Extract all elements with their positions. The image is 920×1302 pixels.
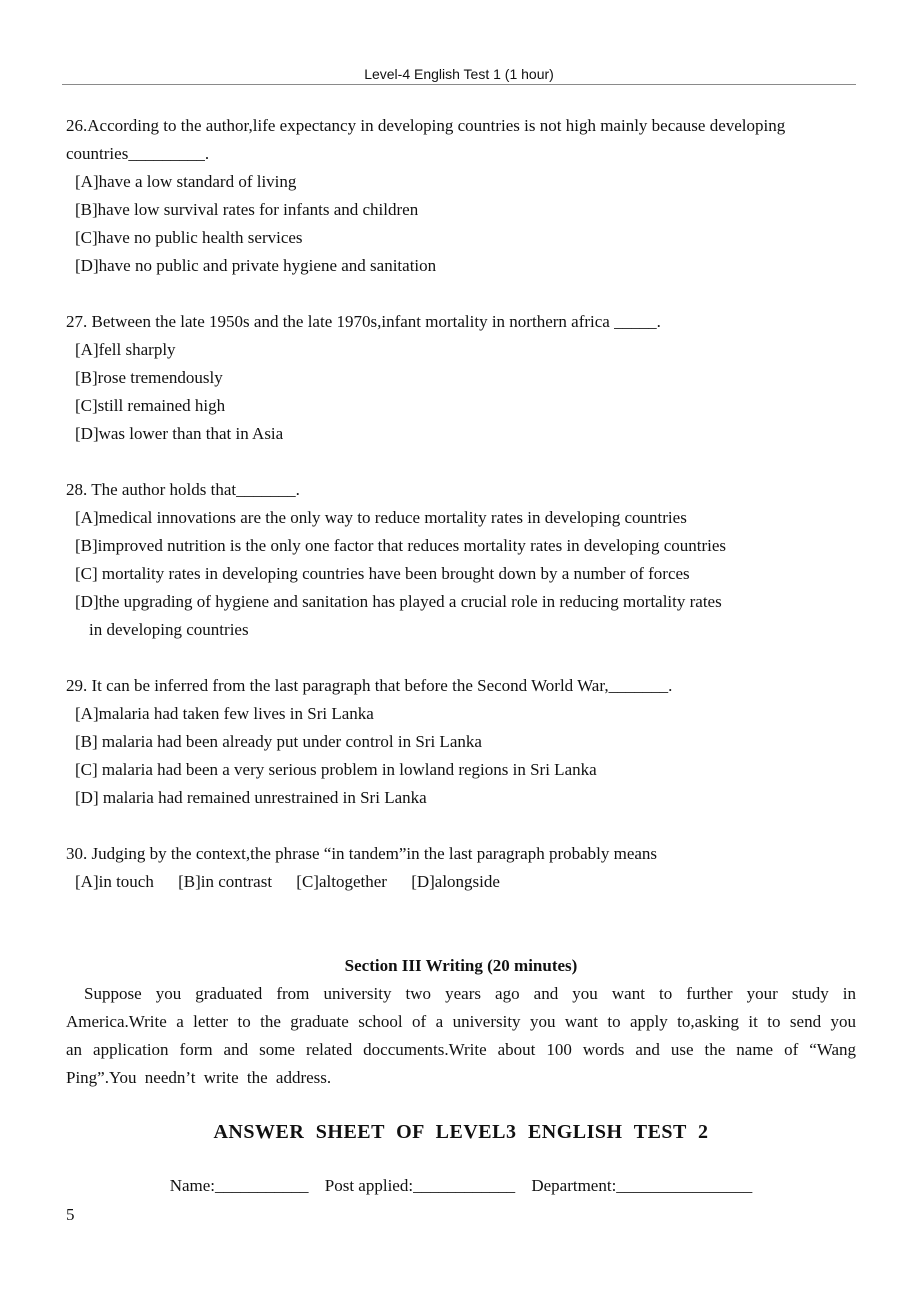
option-a: [A]have a low standard of living — [75, 172, 297, 191]
question-stem: 28. The author holds that_______. — [66, 480, 300, 499]
question-26 — [66, 112, 856, 280]
post-applied-field: Post applied:____________ — [324, 1176, 516, 1195]
writing-prompt: Suppose you graduated from university two years ago and you want to further your study in America.Write a letter to the graduate school of a university you want to apply to,asking it to send you an application form and some related doccuments.Write about 100 words and use the name of “Wang Ping”.You needn’t write the address. — [66, 984, 856, 1087]
spacer — [66, 812, 856, 840]
page-header — [62, 64, 856, 85]
question-29 — [66, 672, 856, 812]
option-d: [D] malaria had remained unrestrained in Sri Lanka — [75, 788, 427, 807]
question-stem: 27. Between the late 1950s and the late 1970s,infant mortality in northern africa _____. — [66, 312, 661, 331]
option-c: [C] malaria had been a very serious problem in lowland regions in Sri Lanka — [75, 760, 597, 779]
spacer — [66, 448, 856, 476]
answer-sheet-title: ANSWER SHEET OF LEVEL3 ENGLISH TEST 2 — [213, 1121, 709, 1143]
option-d: [D]have no public and private hygiene and sanitation — [75, 256, 437, 275]
page-number: 5 — [66, 1205, 75, 1224]
question-stem: 30. Judging by the context,the phrase “in tandem”in the last paragraph probably means — [66, 844, 658, 863]
name-field: Name:___________ — [169, 1176, 309, 1195]
option-b: [B]improved nutrition is the only one factor that reduces mortality rates in developing countries — [75, 536, 727, 555]
option-a: [A]malaria had taken few lives in Sri Lanka — [75, 704, 374, 723]
inline-options — [66, 868, 856, 896]
header-title: Level-4 English Test 1 (1 hour) — [364, 66, 554, 82]
question-stem: 29. It can be inferred from the last paragraph that before the Second World War,_______. — [66, 676, 673, 695]
option-c: [C]altogether — [296, 872, 387, 891]
section-title: Section III Writing (20 minutes) — [344, 956, 578, 975]
option-b: [B]have low survival rates for infants and children — [75, 200, 419, 219]
option-b: [B]rose tremendously — [75, 368, 223, 387]
option-d: [D]the upgrading of hygiene and sanitation has played a crucial role in reducing mortality rates — [75, 592, 722, 611]
spacer — [66, 644, 856, 672]
option-c: [C]still remained high — [75, 396, 226, 415]
option-b: [B] malaria had been already put under control in Sri Lanka — [75, 732, 482, 751]
page-content — [66, 112, 856, 1200]
answer-sheet-fields — [66, 1172, 856, 1200]
option-a: [A]fell sharply — [75, 340, 176, 359]
option-a: [A]medical innovations are the only way to reduce mortality rates in developing countries — [75, 508, 687, 527]
question-28 — [66, 476, 856, 644]
option-c: [C]have no public health services — [75, 228, 303, 247]
option-c: [C] mortality rates in developing countries have been brought down by a number of forces — [75, 564, 690, 583]
question-stem: 26.According to the author,life expectancy in developing countries is not high mainly because developing countries_________. — [66, 116, 786, 163]
department-field: Department:________________ — [531, 1176, 753, 1195]
question-30 — [66, 840, 856, 896]
question-27 — [66, 308, 856, 448]
option-d-continuation: in developing countries — [89, 620, 249, 639]
option-d: [D]alongside — [411, 872, 500, 891]
option-a: [A]in touch — [75, 872, 154, 891]
option-d: [D]was lower than that in Asia — [75, 424, 284, 443]
option-b: [B]in contrast — [178, 872, 273, 891]
spacer — [66, 280, 856, 308]
